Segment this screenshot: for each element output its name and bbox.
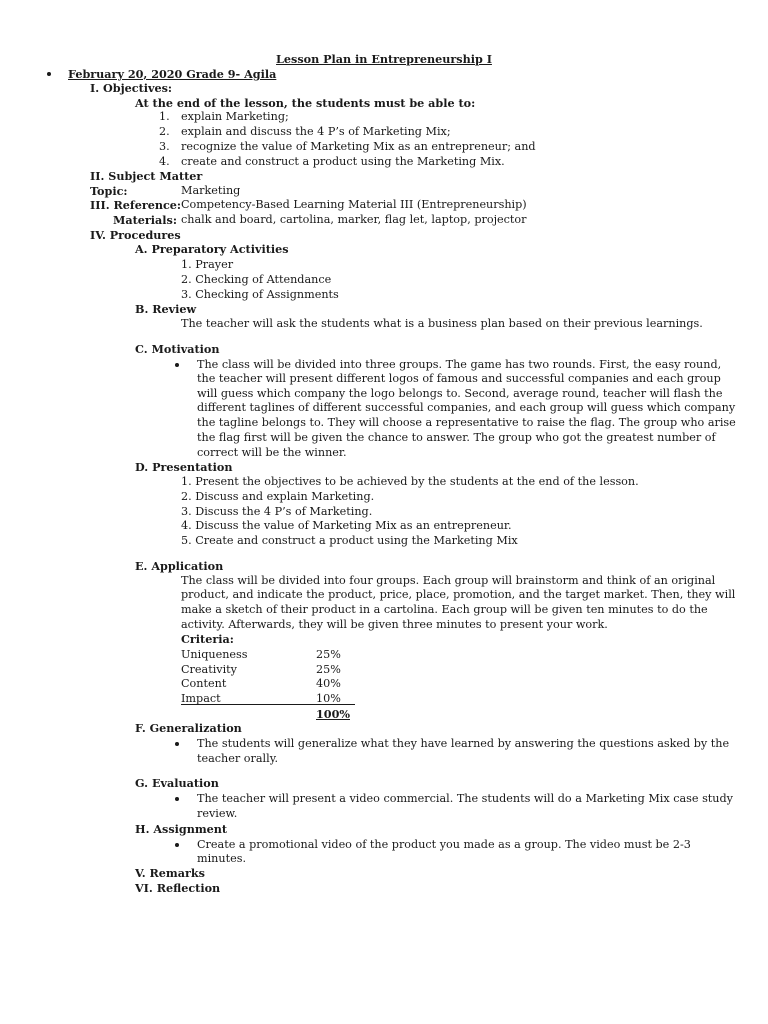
criteria-name: Impact xyxy=(181,692,221,705)
objective-number: 3. xyxy=(159,140,170,153)
application-line: product, and indicate the product, price, place, promotion, and the target market. Then, they will xyxy=(181,588,736,601)
bullet-icon xyxy=(175,843,179,847)
evaluation-line: review. xyxy=(197,807,238,820)
motivation-heading: C. Motivation xyxy=(135,342,220,356)
assignment-line: Create a promotional video of the product you made as a group. The video must be 2-3 xyxy=(197,838,691,851)
motivation-line: the teacher will present different logos of famous and successful companies and each group xyxy=(197,372,721,385)
reference-value: Competency-Based Learning Material III (Entrepreneurship) xyxy=(181,198,527,211)
bullet-icon xyxy=(175,363,179,367)
motivation-line: will guess which company the logo belongs to. Second, average round, teacher will flash the xyxy=(197,387,723,400)
materials-value: chalk and board, cartolina, marker, flag let, laptop, projector xyxy=(181,213,527,226)
motivation-line: The class will be divided into three groups. The game has two rounds. First, the easy round, xyxy=(197,358,722,371)
criteria-label: Criteria: xyxy=(181,632,234,646)
procedures-heading: IV. Procedures xyxy=(90,228,181,242)
bullet-icon xyxy=(175,742,179,746)
subject-matter-heading: II. Subject Matter xyxy=(90,169,203,183)
presentation-heading: D. Presentation xyxy=(135,460,233,474)
criteria-value: 40% xyxy=(316,677,341,690)
criteria-value: 25% xyxy=(316,663,341,676)
objective-number: 4. xyxy=(159,155,170,168)
motivation-line: correct will be the winner. xyxy=(197,446,347,459)
application-line: The class will be divided into four groups. Each group will brainstorm and think of an original xyxy=(181,574,716,587)
generalization-line: The students will generalize what they have learned by answering the questions asked by the xyxy=(197,737,730,750)
generalization-line: teacher orally. xyxy=(197,752,279,765)
assignment-heading: H. Assignment xyxy=(135,822,228,836)
preparatory-heading: A. Preparatory Activities xyxy=(135,242,289,256)
document-title: Lesson Plan in Entrepreneurship I xyxy=(276,52,492,66)
presentation-item: 5. Create and construct a product using the Marketing Mix xyxy=(181,534,518,547)
objective-text: recognize the value of Marketing Mix as an entrepreneur; and xyxy=(181,140,536,153)
preparatory-item: 2. Checking of Attendance xyxy=(181,273,332,286)
topic-label: Topic: xyxy=(90,184,128,198)
presentation-item: 2. Discuss and explain Marketing. xyxy=(181,490,375,503)
objective-text: create and construct a product using the Marketing Mix. xyxy=(181,155,505,168)
objectives-intro: At the end of the lesson, the students must be able to: xyxy=(135,96,476,110)
reflection-heading: VI. Reflection xyxy=(135,881,221,895)
preparatory-item: 3. Checking of Assignments xyxy=(181,288,339,301)
objective-text: explain and discuss the 4 P’s of Marketing Mix; xyxy=(181,125,451,138)
review-heading: B. Review xyxy=(135,302,197,316)
application-heading: E. Application xyxy=(135,559,224,573)
criteria-value: 25% xyxy=(316,648,341,661)
topic-value: Marketing xyxy=(181,184,241,197)
preparatory-item: 1. Prayer xyxy=(181,258,234,271)
application-line: activity. Afterwards, they will be given three minutes to present your work. xyxy=(181,618,608,631)
motivation-line: the tagline belongs to. They will choose a representative to raise the flag. The group who arise xyxy=(197,416,736,429)
reference-label: III. Reference: xyxy=(90,198,182,212)
generalization-heading: F. Generalization xyxy=(135,721,242,735)
presentation-item: 3. Discuss the 4 P’s of Marketing. xyxy=(181,505,373,518)
criteria-name: Creativity xyxy=(181,663,237,676)
bullet-icon xyxy=(47,72,51,76)
review-text: The teacher will ask the students what is a business plan based on their previous learnings. xyxy=(181,317,703,330)
motivation-line: different taglines of different successful companies, and each group will guess which company xyxy=(197,401,736,414)
criteria-value: 10% xyxy=(316,692,341,705)
evaluation-line: The teacher will present a video commercial. The students will do a Marketing Mix case study xyxy=(197,792,733,805)
remarks-heading: V. Remarks xyxy=(135,866,205,880)
criteria-name: Content xyxy=(181,677,227,690)
presentation-item: 4. Discuss the value of Marketing Mix as an entrepreneur. xyxy=(181,519,512,532)
evaluation-heading: G. Evaluation xyxy=(135,776,219,790)
presentation-item: 1. Present the objectives to be achieved by the students at the end of the lesson. xyxy=(181,475,639,488)
criteria-total-rule xyxy=(181,704,355,705)
motivation-line: the flag first will be given the chance to answer. The group who got the greatest number of xyxy=(197,431,716,444)
bullet-icon xyxy=(175,797,179,801)
criteria-total: 100% xyxy=(316,707,350,721)
date-grade-section: February 20, 2020 Grade 9- Agila xyxy=(68,67,277,81)
application-line: make a sketch of their product in a cartolina. Each group will be given ten minutes to do the xyxy=(181,603,708,616)
objectives-heading: I. Objectives: xyxy=(90,81,173,95)
criteria-name: Uniqueness xyxy=(181,648,248,661)
objective-text: explain Marketing; xyxy=(181,110,289,123)
objective-number: 1. xyxy=(159,110,170,123)
objective-number: 2. xyxy=(159,125,170,138)
materials-label: Materials: xyxy=(113,213,177,227)
assignment-line: minutes. xyxy=(197,852,247,865)
